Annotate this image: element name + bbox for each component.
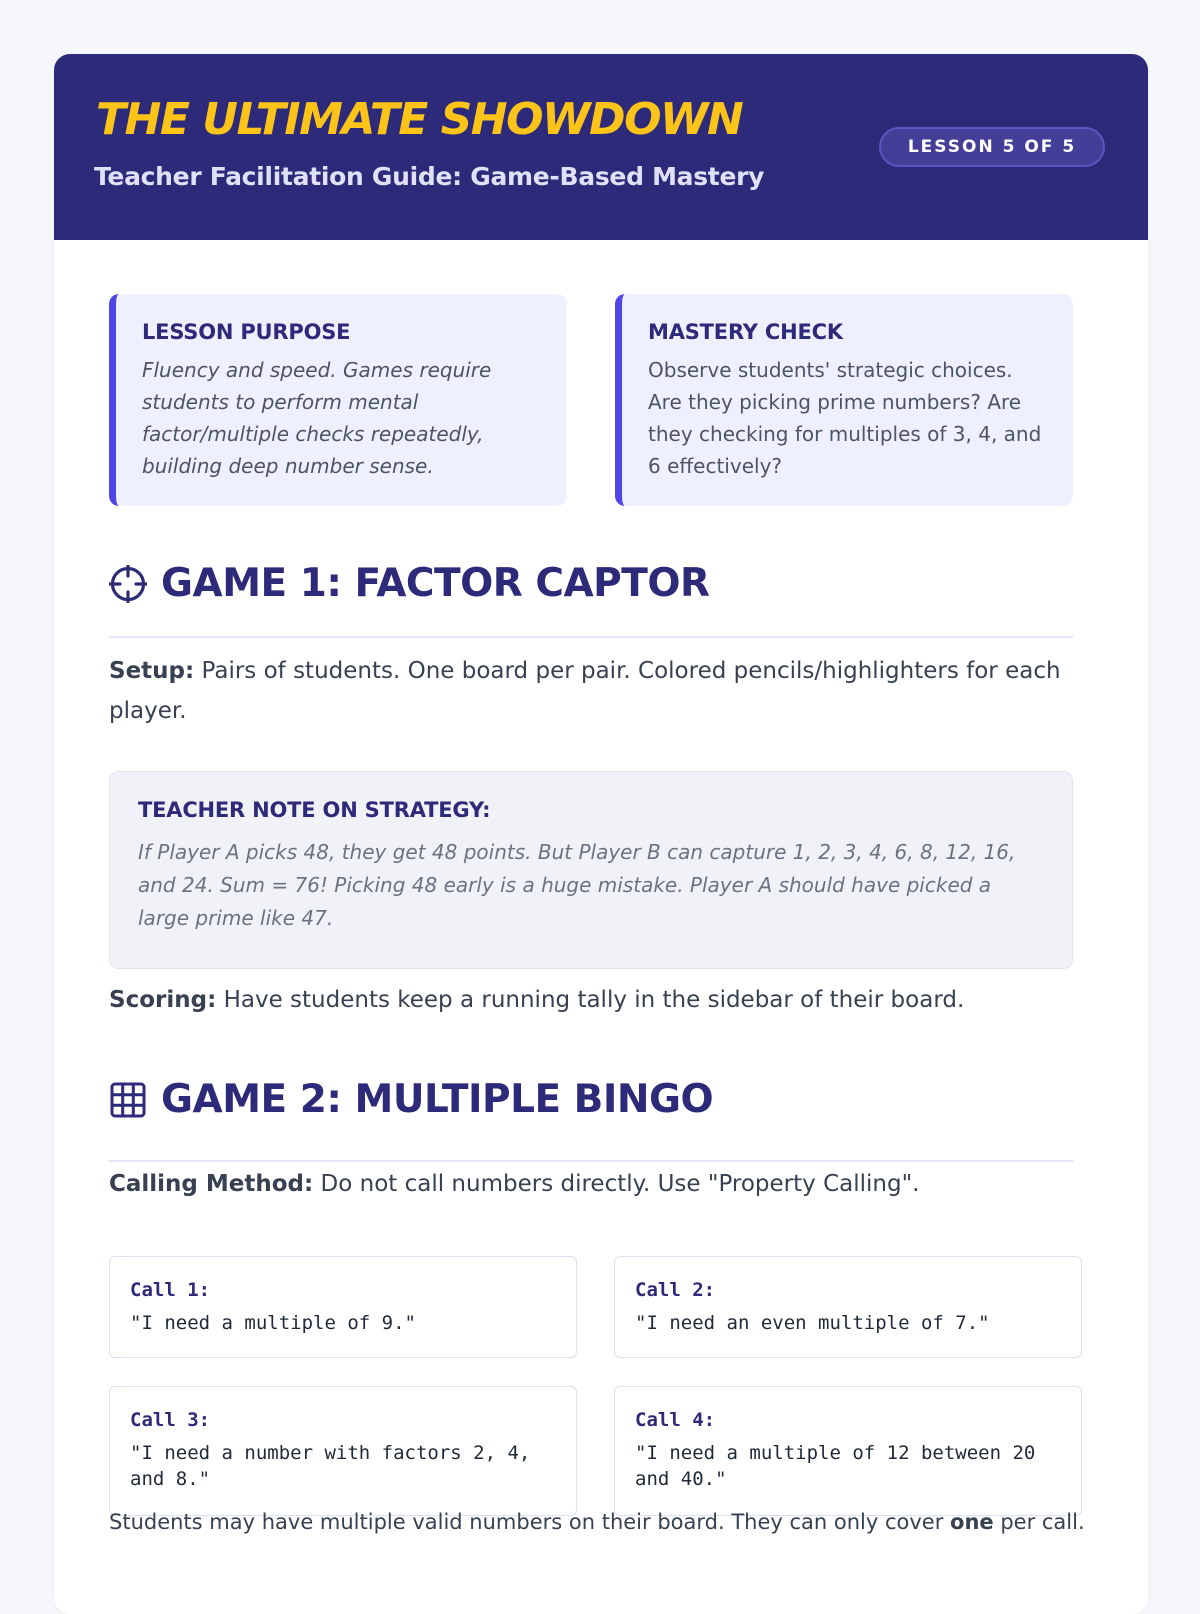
game1-heading bbox=[109, 561, 710, 606]
lesson-purpose-text: Fluency and speed. Games require students to perform mental factor/multiple checks repeatedly, building deep number sense. bbox=[142, 358, 492, 478]
teacher-note-label: TEACHER NOTE ON STRATEGY: bbox=[138, 798, 491, 822]
game2-footer-note bbox=[109, 1510, 1099, 1534]
page-title: THE ULTIMATE SHOWDOWN bbox=[96, 94, 743, 145]
game2-heading bbox=[109, 1077, 713, 1122]
call-card-2 bbox=[614, 1256, 1082, 1358]
teacher-note bbox=[109, 771, 1073, 969]
scoring-text: Have students keep a running tally in the sidebar of their board. bbox=[216, 987, 965, 1013]
call-label: Call 1: bbox=[130, 1279, 211, 1301]
calling-text: Do not call numbers directly. Use "Property Calling". bbox=[313, 1171, 920, 1197]
game2-calling-method bbox=[109, 1164, 1084, 1204]
header bbox=[54, 54, 1148, 240]
setup-text: Pairs of students. One board per pair. Colored pencils/highlighters for each player. bbox=[109, 658, 1061, 724]
footer-bold: one bbox=[950, 1510, 994, 1534]
call-card-1 bbox=[109, 1256, 577, 1358]
call-text: "I need an even multiple of 7." bbox=[635, 1312, 990, 1334]
game1-setup bbox=[109, 651, 1084, 731]
lesson-purpose-label: LESSON PURPOSE bbox=[142, 320, 351, 344]
call-label: Call 2: bbox=[635, 1279, 716, 1301]
mastery-check-box bbox=[615, 294, 1073, 506]
call-text: "I need a number with factors 2, 4, and 8." bbox=[130, 1442, 531, 1490]
call-label: Call 3: bbox=[130, 1409, 211, 1431]
calling-label: Calling Method: bbox=[109, 1171, 314, 1197]
mastery-check-text: Observe students' strategic choices. Are they picking prime numbers? Are they checking for multiples of 3, 4, and 6 effectively? bbox=[648, 358, 1042, 478]
game1-scoring bbox=[109, 980, 1084, 1020]
game1-divider bbox=[109, 636, 1073, 638]
setup-label: Setup: bbox=[109, 658, 195, 684]
footer-post: per call. bbox=[993, 1510, 1085, 1534]
scoring-label: Scoring: bbox=[109, 987, 217, 1013]
call-label: Call 4: bbox=[635, 1409, 716, 1431]
game1-title: GAME 1: FACTOR CAPTOR bbox=[161, 561, 710, 606]
lesson-card bbox=[54, 54, 1148, 1614]
call-card-3 bbox=[109, 1386, 577, 1516]
game2-divider bbox=[109, 1160, 1073, 1162]
teacher-note-text: If Player A picks 48, they get 48 points. But Player B can capture 1, 2, 3, 4, 6, 8, 12, 16, and 24. Sum = 76! Picking 48 early is a huge mistake. Player A should have picked a large prime like 47. bbox=[138, 840, 1016, 930]
game2-title: GAME 2: MULTIPLE BINGO bbox=[161, 1077, 714, 1122]
grid-icon bbox=[109, 1081, 147, 1119]
crosshair-icon bbox=[109, 565, 147, 603]
lesson-badge: LESSON 5 OF 5 bbox=[879, 127, 1105, 167]
footer-pre: Students may have multiple valid numbers on their board. They can only cover bbox=[109, 1510, 951, 1534]
call-text: "I need a multiple of 9." bbox=[130, 1312, 416, 1334]
call-text: "I need a multiple of 12 between 20 and 40." bbox=[635, 1442, 1036, 1490]
lesson-purpose-box bbox=[109, 294, 567, 506]
mastery-check-label: MASTERY CHECK bbox=[648, 320, 843, 344]
call-card-4 bbox=[614, 1386, 1082, 1516]
page-subtitle: Teacher Facilitation Guide: Game-Based Mastery bbox=[94, 162, 765, 191]
